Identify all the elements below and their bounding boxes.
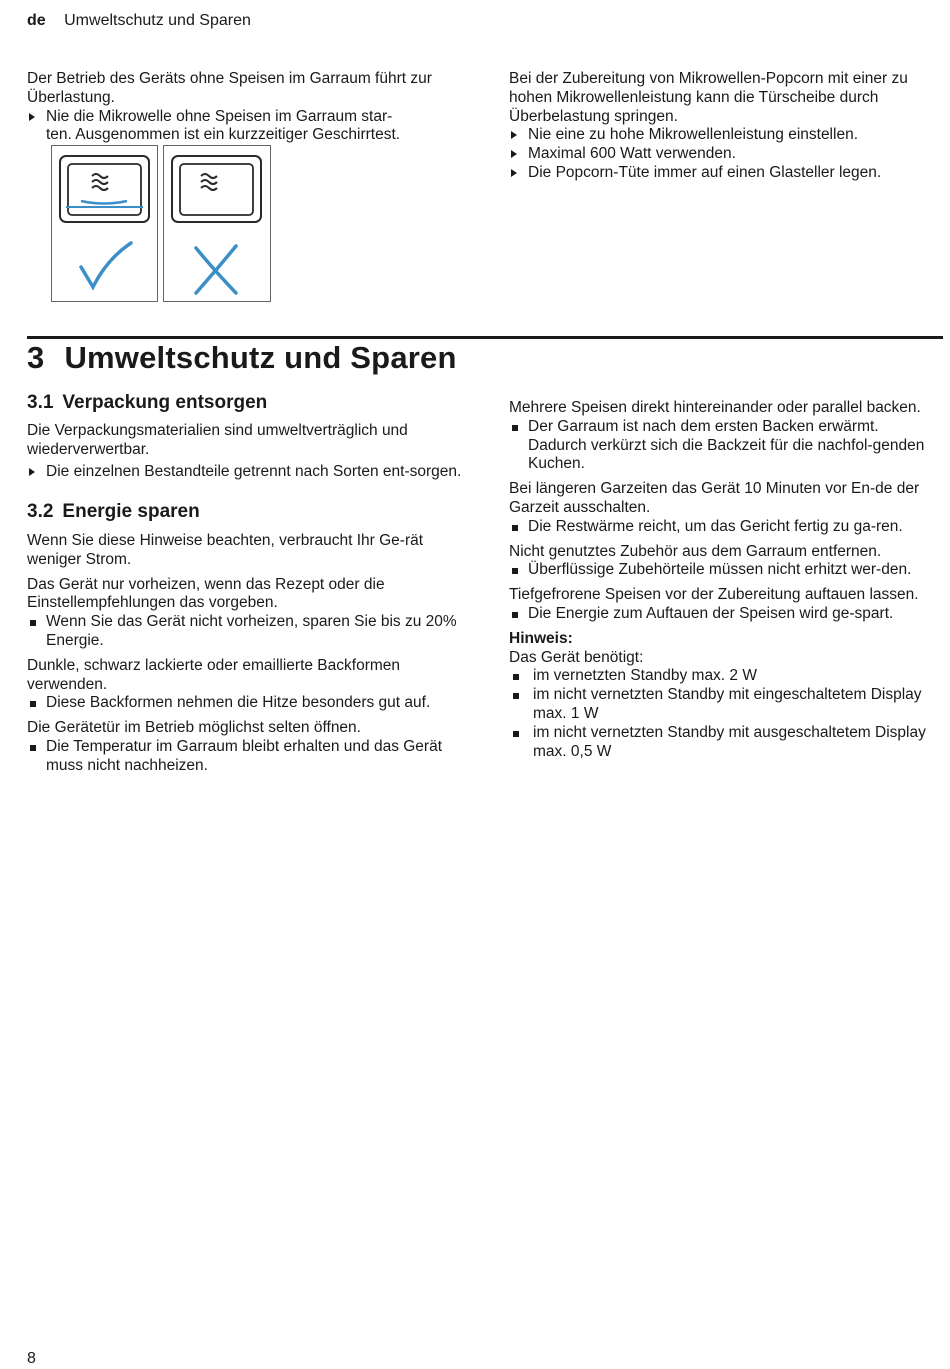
chapter-title: 3 Umweltschutz und Sparen — [27, 340, 457, 375]
list-item: Die Energie zum Auftauen der Speisen wird ge-spart. — [509, 605, 934, 624]
paragraph: Nicht genutztes Zubehör aus dem Garraum entfernen. — [509, 542, 882, 560]
list-item: Überflüssige Zubehörteile müssen nicht erhitzt wer-den. — [509, 561, 934, 580]
list-item: Die Popcorn-Tüte immer auf einen Glasteller legen. — [509, 164, 939, 183]
section-heading: 3.1 Verpackung entsorgen — [27, 392, 268, 413]
paragraph: Bei längeren Garzeiten das Gerät 10 Minuten vor En-de der Garzeit ausschalten. — [509, 480, 920, 516]
list-item: Nie eine zu hohe Mikrowellenleistung einstellen. — [509, 126, 939, 145]
list-item: im nicht vernetzten Standby mit ausgeschaltetem Display max. 0,5 W — [509, 724, 934, 762]
language-code: de — [27, 12, 46, 29]
oven-with-food-icon — [60, 156, 149, 222]
list-item: Die einzelnen Bestandteile getrennt nach Sorten ent-sorgen. — [27, 463, 462, 482]
top-right-block — [509, 70, 939, 183]
running-header — [27, 12, 251, 30]
list-item: Die Temperatur im Garraum bleibt erhalten und das Gerät muss nicht nachheizen. — [27, 738, 462, 776]
chapter-rule — [27, 336, 943, 339]
section-heading: 3.2 Energie sparen — [27, 501, 200, 523]
list-item: Maximal 600 Watt verwenden. — [509, 145, 939, 164]
page-number: 8 — [27, 1350, 36, 1367]
paragraph: Mehrere Speisen direkt hintereinander oder parallel backen. — [509, 399, 921, 416]
paragraph: Wenn Sie diese Hinweise beachten, verbraucht Ihr Ge-rät weniger Strom. — [27, 531, 424, 568]
right-column — [509, 399, 934, 761]
paragraph: Die Gerätetür im Betrieb möglichst selten öffnen. — [27, 719, 361, 737]
paragraph: Dunkle, schwarz lackierte oder emaillierte Backformen verwenden. — [27, 656, 401, 693]
popcorn-warning: Bei der Zubereitung von Mikrowellen-Popcorn mit einer zu hohen Mikrowellenleistung kann die Türscheibe durch Überbelastung springen. — [509, 70, 908, 125]
paragraph: Tiefgefrorene Speisen vor der Zubereitung auftauen lassen. — [509, 586, 919, 604]
list-item: Der Garraum ist nach dem ersten Backen erwärmt. Dadurch verkürzt sich die Backzeit für die nachfol-genden Kuchen. — [509, 418, 934, 474]
checkmark-icon — [81, 243, 131, 287]
list-item: im vernetzten Standby max. 2 W — [509, 667, 934, 686]
list-item: im nicht vernetzten Standby mit eingeschaltetem Display max. 1 W — [509, 686, 934, 724]
overload-warning: Der Betrieb des Geräts ohne Speisen im Garraum führt zur Überlastung. — [27, 70, 432, 106]
cross-icon — [196, 246, 236, 293]
list-item: Diese Backformen nehmen die Hitze besonders gut auf. — [27, 694, 462, 713]
note-intro: Das Gerät benötigt: — [509, 648, 644, 666]
note-label: Hinweis: — [509, 629, 573, 647]
left-column — [27, 394, 462, 776]
empty-oven-icon — [172, 156, 261, 222]
list-item: Die Restwärme reicht, um das Gericht fertig zu ga-ren. — [509, 518, 934, 537]
paragraph: Die Verpackungsmaterialien sind umweltverträglich und wiederverwertbar. — [27, 421, 408, 458]
microwave-illustration — [51, 145, 271, 302]
list-item: Wenn Sie das Gerät nicht vorheizen, sparen Sie bis zu 20% Energie. — [27, 613, 462, 651]
header-title: Umweltschutz und Sparen — [64, 12, 251, 29]
paragraph: Das Gerät nur vorheizen, wenn das Rezept oder die Einstellempfehlungen das vorgeben. — [27, 575, 385, 612]
list-item: Nie die Mikrowelle ohne Speisen im Garraum star- ten. Ausgenommen ist ein kurzzeitiger Geschirrtest. — [27, 108, 462, 146]
top-left-block — [27, 70, 462, 145]
